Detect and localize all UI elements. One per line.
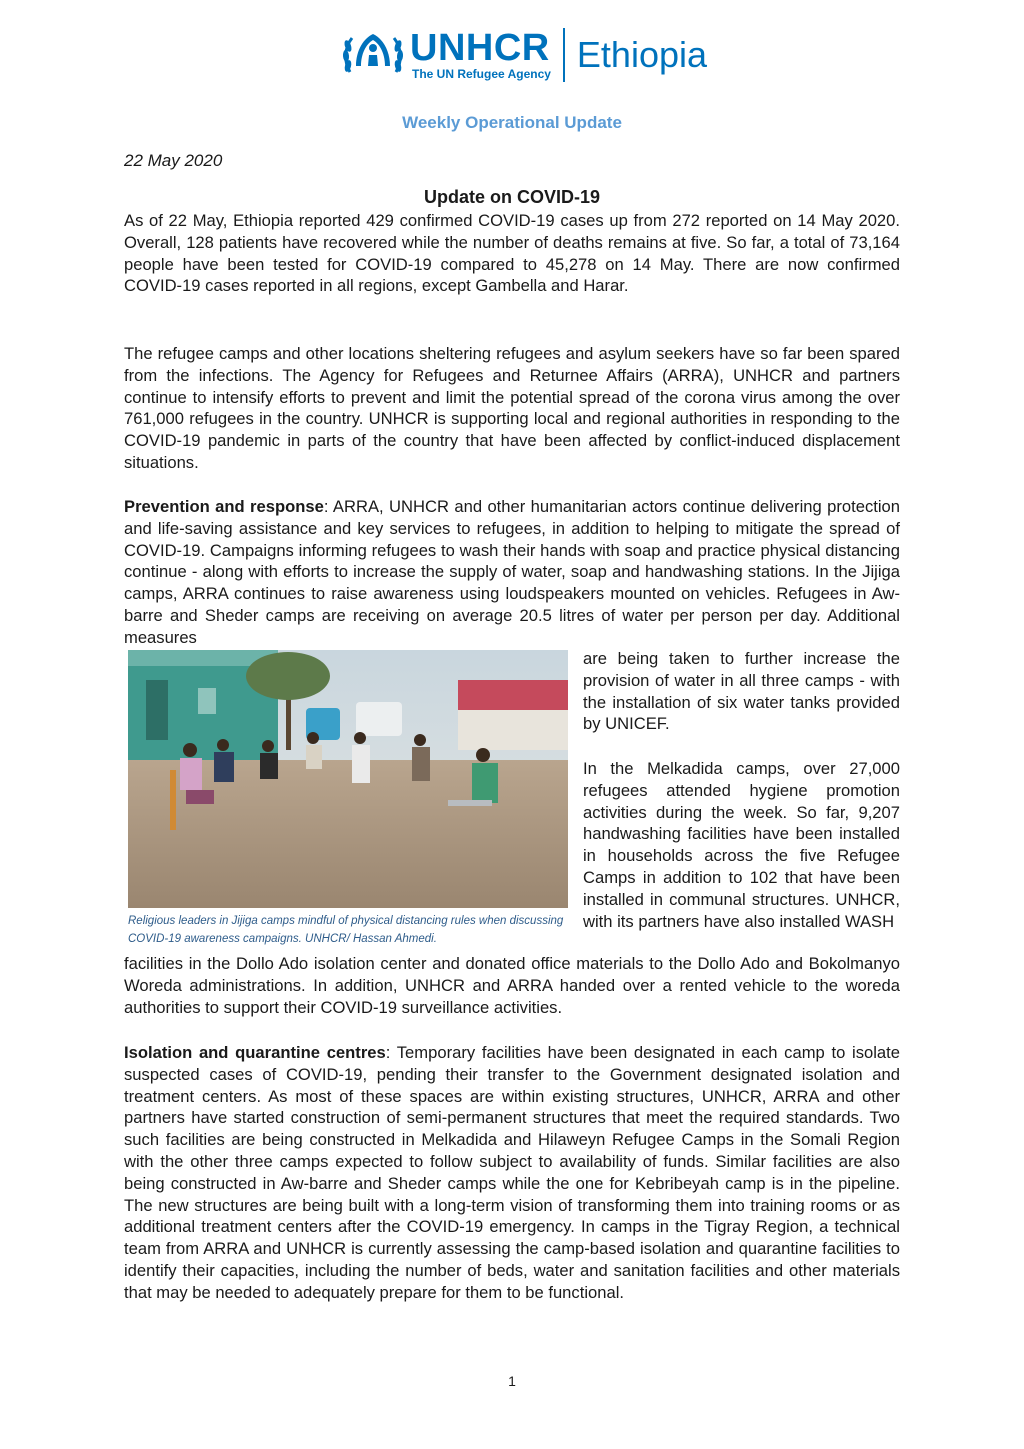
photo-religious-leaders [128, 650, 568, 908]
paragraph-refugee-camps: The refugee camps and other locations sheltering refugees and asylum seekers have so far been spared from the infections. The Agency for Refugees and Returnee Affairs (ARRA), UNHCR and partners continue to intensify efforts to prevent and limit the potential spread of the corona virus among the over 761,000 refugees in the country. UNHCR is supporting local and regional authorities in responding to the COVID-19 pandemic in parts of the country that have been affected by conflict-induced displacement situations. [124, 344, 900, 472]
logo-divider [563, 28, 565, 82]
photo-illustration [128, 650, 568, 908]
section-lead-isolation: Isolation and quarantine centres [124, 1043, 386, 1062]
page-number: 1 [508, 1373, 516, 1389]
paragraph-body: : Temporary facilities have been designated in each camp to isolate suspected cases of COVID-19, pending their transfer to the Government designated isolation and treatment centers. As most of these spaces are within existing structures, UNHCR, ARRA and other partners have started construction of semi-permanent structures that meet the required standards. Two such facilities are being constructed in Melkadida and Hilaweyn Refugee Camps in the Somali Region with the other three camps expected to follow subject to availability of funds. Similar facilities are also being constructed in Aw-barre and Sheder camps while the one for Kebribeyah camp is in the pipeline. The new structures are being built with a long-term vision of transforming them into training rooms or as additional treatment centers after the COVID-19 emergency. In camps in the Tigray Region, a technical team from ARRA and UNHCR is currently assessing the camp-based isolation and quarantine facilities to identify their capacities, including the number of beds, water and sanitation facilities and other materials that may be needed to adequately prepare for them to be functional. [124, 1043, 900, 1302]
paragraph-covid-status: As of 22 May, Ethiopia reported 429 confirmed COVID-19 cases up from 272 reported on 14 May 2020. Overall, 128 patients have recovered while the number of deaths remains at five. So far, a total of 73,164 people have been tested for COVID-19 compared to 45,278 on 14 May. There are now confirmed COVID-19 cases reported in all regions, except Gambella and Harar. [124, 211, 900, 296]
page-title: Update on COVID-19 [423, 187, 601, 207]
photo-caption: Religious leaders in Jijiga camps mindful of physical distancing rules when discussing COVID-19 awareness campaigns. UNHCR/ Hassan Ahmedi. [128, 915, 564, 945]
org-tagline: The UN Refugee Agency [412, 67, 551, 81]
unhcr-logo [342, 26, 707, 84]
paragraph-water-tanks: are being taken to further increase the provision of water in all three camps - with the installation of six water tanks provided by UNICEF. [583, 649, 900, 734]
paragraph-isolation-quarantine [124, 1042, 900, 1304]
unhcr-emblem-icon [342, 26, 404, 84]
report-date: 22 May 2020 [124, 151, 223, 170]
paragraph-prevention-response [124, 496, 900, 649]
report-type: Weekly Operational Update [402, 113, 622, 132]
section-lead-prevention: Prevention and response [124, 497, 324, 516]
paragraph-melkadida: In the Melkadida camps, over 27,000 refugees attended hygiene promotion activities during the week. So far, 9,207 handwashing facilities have been installed in households across the five Refugee Camps in addition to 102 that have been installed in communal structures. UNHCR, with its partners have also installed WASH [583, 759, 900, 931]
paragraph-dollo-ado: facilities in the Dollo Ado isolation center and donated office materials to the Dollo Ado and Bokolmanyo Woreda administrations. In addition, UNHCR and ARRA handed over a rented vehicle to the woreda authorities to support their COVID-19 surveillance activities. [124, 954, 900, 1017]
country-name: Ethiopia [576, 34, 708, 75]
org-name: UNHCR [410, 27, 550, 69]
unhcr-wordmark [410, 29, 551, 81]
paragraph-body: : ARRA, UNHCR and other humanitarian actors continue delivering protection and life-saving assistance and key services to refugees, in addition to helping to mitigate the spread of COVID-19. Campaigns informing refugees to wash their hands with soap and practice physical distancing continue - along with efforts to increase the supply of water, soap and handwashing stations. In the Jijiga camps, ARRA continues to raise awareness using loudspeakers mounted on vehicles. Refugees in Aw-barre and Sheder camps are receiving on average 20.5 litres of water per person per day. Additional measures [124, 497, 900, 647]
